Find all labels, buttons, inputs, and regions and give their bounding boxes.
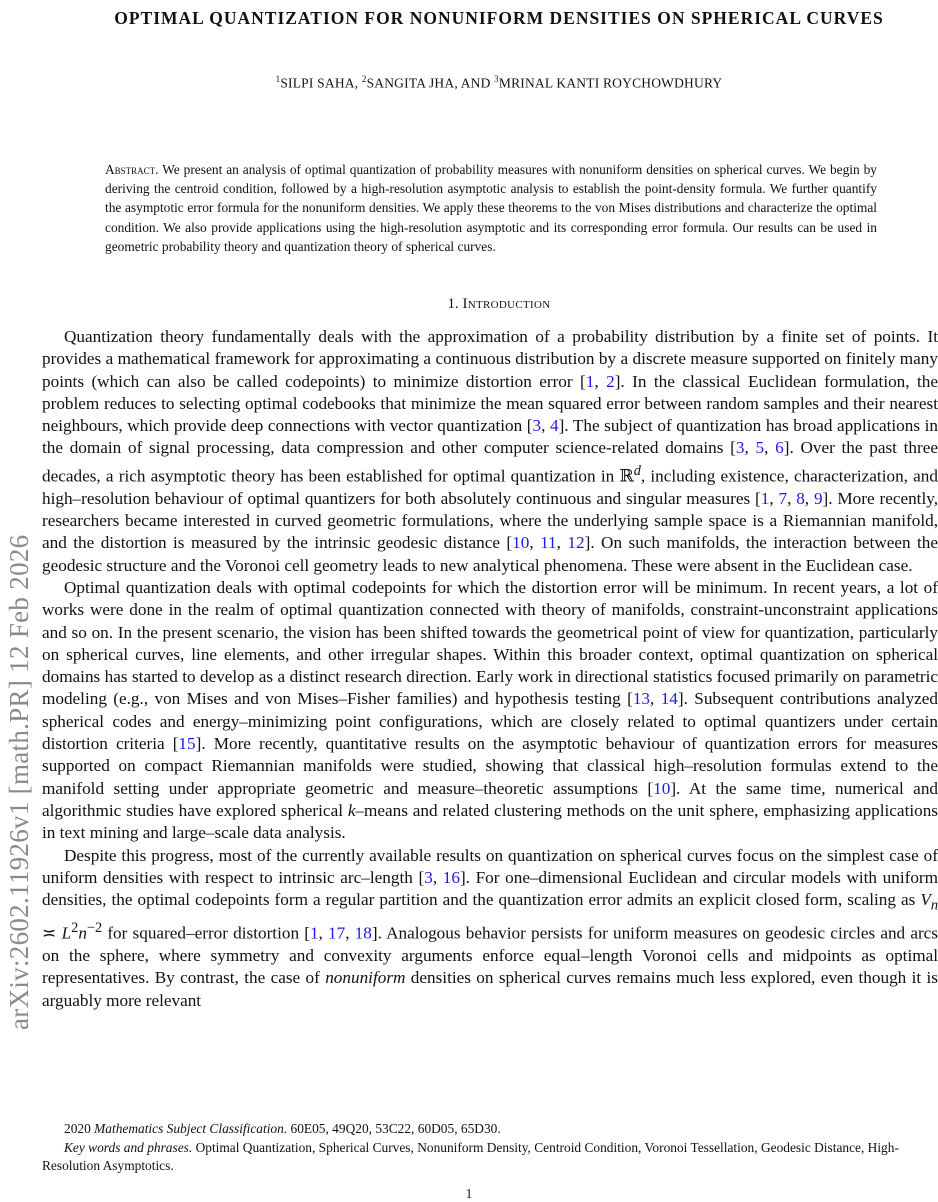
author-index: 3 <box>494 74 499 84</box>
text-run: Optimal quantization deals with optimal codepoints for which the distortion error will be minimum. In recent years, a lot of works were done in the realm of optimal quantization connected with theory of manifolds, constraint-unconstraint applications and so on. In the present scenario, the vision has been shifted towards the geometrical point of view for quantization, particularly on spherical curves, line elements, and other irregular shapes. Within this broader context, optimal quantization on spherical domains has started to develop as a distinct research direction. Early work in directional statistics focused primarily on parametric modeling (e.g., von Mises and von Mises–Fisher families) and hypothesis testing [ <box>42 578 938 709</box>
citation-link[interactable]: 10 <box>512 533 530 553</box>
citation-link[interactable]: 6 <box>775 438 784 458</box>
citation-link[interactable]: 4 <box>549 416 559 436</box>
text-run: ]. More recently, researchers became interested in curved geometric formulations, where the underlying sample space is a Riemannian manifold, and the distortion is measured by the intrinsic geodesic distance [ <box>42 488 938 553</box>
paragraph: Quantization theory fundamentally deals with the approximation of a probability distribution by a finite set of points. It provides a mathematical framework for approximating a continuous distribution by a discrete measure supported on finitely many points (which can also be called codepoints) to minimize distortion error [1, 2]. In the classical Euclidean formulation, the problem reduces to selecting optimal codebooks that minimize the mean squared error between random samples and their nearest neighbours, which provide deep connections with vector quantization [3, 4]. The subject of quantization has broad applications in the domain of signal processing, data compression and other computer science-related domains [3, 5, 6]. Over the past three decades, a rich asymptotic theory has been established for optimal quantization in ℝ$^d$, including existence, characterization, and high–resolution behaviour of optimal quantizers for both absolutely continuous and singular measures [1, 7, 8, 9]. More recently, researchers became interested in curved geometric formulations, where the underlying sample space is a Riemannian manifold, and the distortion is measured by the intrinsic geodesic distance [10, 11, 12]. On such manifolds, the interaction between the geodesic structure and the Voronoi cell geometry leads to new analytical phenomena. These were absent in the Euclidean case. <box>42 327 938 575</box>
citation-link[interactable]: 1 <box>760 488 770 508</box>
math-symbol: n <box>78 923 87 943</box>
citation-link[interactable]: 3 <box>532 416 542 436</box>
text-run: ]. At the same time, numerical and algorithmic studies have explored spherical <box>42 778 938 820</box>
citation-link[interactable]: 16 <box>442 867 460 887</box>
math-symbol: L <box>61 923 72 943</box>
citation-link[interactable]: 3 <box>424 867 433 887</box>
citation-link[interactable]: 15 <box>178 734 196 754</box>
abstract-text: We present an analysis of optimal quantization of probability measures with nonuniform densities on spherical curves. We begin by deriving the centroid condition, followed by a high-resolution asymptotic analysis to establish the point-density formula. We further quantify the asymptotic error formula for the nonuniform densities. We apply these theorems to the von Mises distributions and characterize the optimal condition. We also provide applications using the high-resolution asymptotic and its corresponding error formula. Our results can be used in geometric probability theory and quantization theory of spherical curves. <box>105 162 878 254</box>
math-symbol: V <box>920 890 931 910</box>
text-run: ]. Analogous behavior persists for uniform measures on geodesic circles and arcs on the sphere, where symmetry and convexity arguments enforce equal–length Voronoi cells and midpoints as optimal representatives. By contrast, the case of <box>42 923 938 988</box>
text-run: ]. The subject of quantization has broad applications in the domain of signal processing, data compression and other computer science-related domains [ <box>42 416 938 458</box>
citation-link[interactable]: 1 <box>585 371 595 391</box>
text-run: –means and related clustering methods on the unit sphere, emphasizing applications in text mining and large–scale data analysis. <box>42 800 938 843</box>
section-heading <box>60 296 938 313</box>
arxiv-identifier: arXiv:2602.11926v1 [math.PR] 12 Feb 2026 <box>4 534 34 1030</box>
text-run: Quantization theory fundamentally deals with the approximation of a probability distribution by a finite set of points. It provides a mathematical framework for approximating a continuous distribution by a discrete measure supported on finitely many points (which can also be called codepoints) to minimize distortion error [ <box>42 327 938 391</box>
author-name: SILPI SAHA, <box>280 75 359 91</box>
section-number: 1. <box>447 296 459 312</box>
citation-link[interactable]: 7 <box>778 488 788 508</box>
body-text <box>42 326 938 1012</box>
math-superscript: 2 <box>71 919 79 936</box>
abstract <box>105 160 877 256</box>
citation-link[interactable]: 5 <box>755 438 765 458</box>
author-index: 1 <box>275 74 281 84</box>
paper-title: OPTIMAL QUANTIZATION FOR NONUNIFORM DENSITIES ON SPHERICAL CURVES <box>114 7 884 28</box>
section-title: Introduction <box>462 296 551 312</box>
author-name: SANGITA JHA, AND <box>366 75 491 91</box>
page-number: 1 <box>465 1186 473 1201</box>
text-run: ]. More recently, quantitative results on the asymptotic behaviour of quantization errors for measures supported on compact Riemannian manifolds were studied, showing that classical high–resolution formulas extend to the manifold setting under appropriate geometric and measure–theoretic assumptions [ <box>42 734 938 798</box>
citation-link[interactable]: 9 <box>813 488 823 508</box>
keywords-text: Optimal Quantization, Spherical Curves, Nonuniform Density, Centroid Condition, Voronoi Tessellation, Geodesic Distance, High-Resolution Asymptotics. <box>42 1139 899 1173</box>
citation-link[interactable]: 17 <box>328 923 346 943</box>
citation-link[interactable]: 8 <box>796 488 805 508</box>
paragraph: Despite this progress, most of the currently available results on quantization on spherical curves focus on the simplest case of uniform densities with respect to intrinsic arc–length [3, 16]. For one–dimensional Euclidean and circular models with uniform densities, the optimal codepoints form a regular partition and the quantization error admits an explicit closed form, scaling as $V_n$ ≍ $L^2n^{-2}$ for squared–error distortion [1, 17, 18]. Analogous behavior persists for uniform measures on geodesic circles and arcs on the sphere, where symmetry and convexity arguments enforce equal–length Voronoi cells and midpoints as optimal representatives. By contrast, the case of nonuniform densities on spherical curves remains much less explored, even though it is arguably more relevant <box>42 845 938 1010</box>
citation-link[interactable]: 10 <box>653 778 671 798</box>
text-run: for squared–error distortion [ <box>102 923 310 943</box>
citation-link[interactable]: 11 <box>540 533 557 553</box>
text-run: ]. In the classical Euclidean formulation, the problem reduces to selecting optimal codebooks that minimize the mean squared error between random samples and their nearest neighbours, which provide deep connections with vector quantization [ <box>42 371 938 436</box>
keywords-footnote <box>42 1139 938 1176</box>
abstract-label: Abstract. <box>105 162 159 177</box>
author-index: 2 <box>361 74 367 84</box>
math-symbol: ≍ <box>42 923 62 943</box>
citation-link[interactable]: 18 <box>354 923 372 943</box>
citation-link[interactable]: 2 <box>606 371 615 391</box>
text-run: , including existence, characterization, and high–resolution behaviour of optimal quantizers for both absolutely continuous and singular measures [ <box>42 466 938 508</box>
paragraph: Optimal quantization deals with optimal codepoints for which the distortion error will be minimum. In recent years, a lot of works were done in the realm of optimal quantization connected with theory of manifolds, constraint-unconstraint applications and so on. In the present scenario, the vision has been shifted towards the geometrical point of view for quantization, particularly on spherical curves, line elements, and other irregular shapes. Within this broader context, optimal quantization on spherical domains has started to develop as a distinct research direction. Early work in directional statistics focused primarily on parametric modeling (e.g., von Mises and von Mises–Fisher families) and hypothesis testing [13, 14]. Subsequent contributions analyzed spherical codes and energy–minimizing point configurations, which are closely related to optimal quantizers under certain distortion criteria [15]. More recently, quantitative results on the asymptotic behaviour of quantization errors for measures supported on compact Riemannian manifolds were studied, showing that classical high–resolution formulas extend to the manifold setting under appropriate geometric and measure–theoretic assumptions [10]. At the same time, numerical and algorithmic studies have explored spherical k–means and related clustering methods on the unit sphere, emphasizing applications in text mining and large–scale data analysis. <box>42 578 938 843</box>
citation-link[interactable]: 1 <box>309 923 319 943</box>
text-run: Despite this progress, most of the currently available results on quantization on spherical curves focus on the simplest case of uniform densities with respect to intrinsic arc–length [ <box>42 845 938 887</box>
author-list <box>60 74 938 92</box>
author-name: MRINAL KANTI ROYCHOWDHURY <box>498 75 723 91</box>
math-superscript: d <box>633 462 641 479</box>
text-run: ]. On such manifolds, the interaction between the geodesic structure and the Voronoi cell geometry leads to new analytical phenomena. These were absent in the Euclidean case. <box>42 533 938 575</box>
citation-link[interactable]: 13 <box>632 689 651 709</box>
math-symbol: ℝ <box>619 466 634 486</box>
text-run: ]. For one–dimensional Euclidean and circular models with uniform densities, the optimal codepoints form a regular partition and the quantization error admits an explicit closed form, scaling as <box>42 867 938 910</box>
math-symbol: k <box>347 800 356 820</box>
text-run: densities on spherical curves remains much less explored, even though it is arguably more relevant <box>42 968 938 1010</box>
citation-link[interactable]: 12 <box>567 533 585 553</box>
msc-label: Mathematics Subject Classification. <box>94 1121 288 1136</box>
text-run: ]. Over the past three decades, a rich asymptotic theory has been established for optimal quantization in <box>42 438 938 486</box>
keywords-label: Key words and phrases. <box>64 1139 193 1155</box>
msc-footnote <box>42 1120 938 1139</box>
emphasis: nonuniform <box>325 968 406 988</box>
footnotes <box>42 1120 938 1176</box>
math-superscript: −2 <box>86 919 103 936</box>
msc-year: 2020 <box>64 1121 91 1136</box>
math-subscript: n <box>930 897 938 914</box>
citation-link[interactable]: 14 <box>660 689 678 709</box>
msc-codes: 60E05, 49Q20, 53C22, 60D05, 65D30. <box>290 1121 501 1136</box>
text-run: ]. Subsequent contributions analyzed spherical codes and energy–minimizing point configurations, which are closely related to optimal quantizers under certain distortion criteria [ <box>42 689 938 754</box>
citation-link[interactable]: 3 <box>735 438 745 458</box>
